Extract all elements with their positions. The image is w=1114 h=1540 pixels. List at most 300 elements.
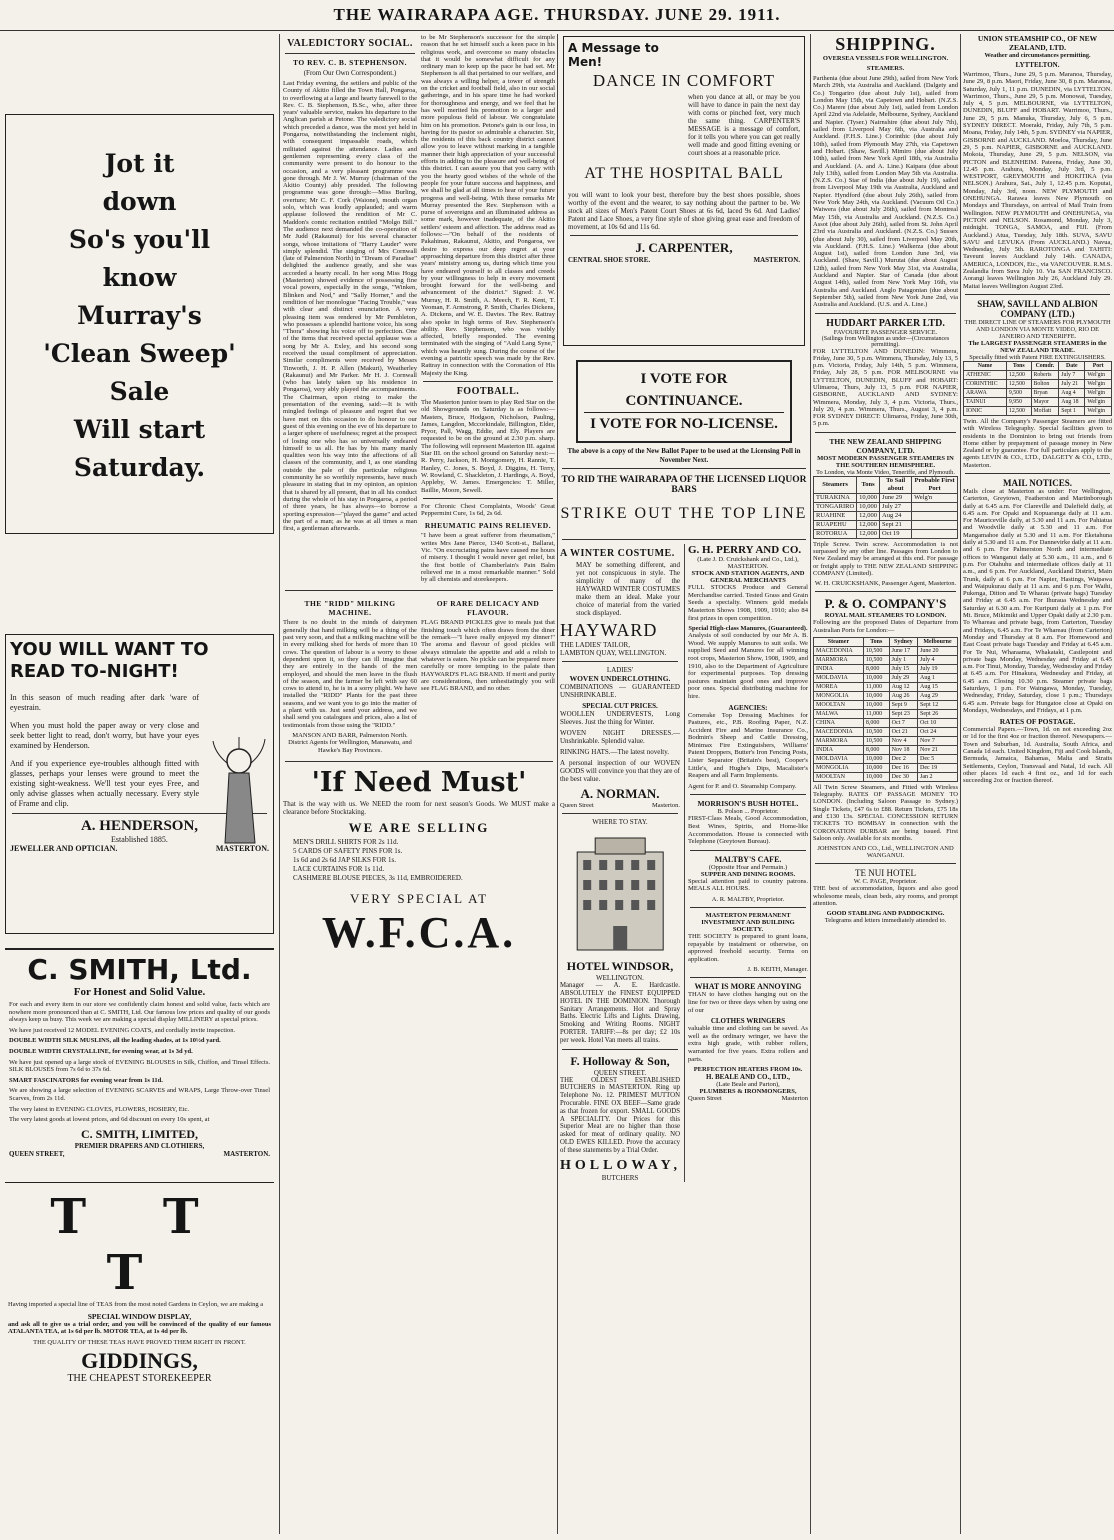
- maltby-body: Special attention paid to country patrons. MEALS ALL HOURS.: [688, 877, 808, 893]
- football-heading: FOOTBALL.: [456, 385, 520, 397]
- rinking-hats: RINKING HATS.—The latest novelty.: [560, 748, 670, 757]
- table-cell: Wel'gtn: [1085, 397, 1112, 406]
- table-cell: July 29: [889, 673, 917, 682]
- rare-heading: OF RARE DELICACY AND FLAVOUR.: [436, 599, 540, 618]
- woollen: WOOLLEN UNDERVESTS, Long Sleeves. Just the thing for Winter.: [560, 710, 680, 727]
- nz-shipping-body: Triple Screw. Twin screw. Accommodation is not surpassed by any other line. Passages from London to New Zealand may be arranged at this end. For passage or freight apply to THE NEW ZEALAND SHIPPING COMPANY (Limited).: [813, 540, 958, 577]
- murrays-line: So's you'll: [68, 225, 211, 254]
- table-cell: MOLDAVIA: [814, 754, 864, 763]
- tenui-telegrams: Telegrams and letters immediately attended to.: [824, 917, 947, 925]
- shaw-name: SHAW, SAVILL AND ALBION COMPANY (LTD.): [977, 298, 1098, 319]
- winter-heading: A WINTER COSTUME.: [560, 548, 675, 560]
- table-cell: 10,000: [863, 772, 889, 781]
- table-cell: Dec 2: [889, 754, 917, 763]
- smith-paragraph: We have just opened up a large stock of EVENING BLOUSES in Silk, Chiffon, and Tinsel Effects. SILK BLOUSES from 7s 6d to 37s 6d.: [9, 1058, 270, 1074]
- building-society-body: THE SOCIETY is prepared to grant loans, repayable by instalment or otherwise, on approved freehold security. Terms on application.: [688, 933, 808, 963]
- need-must-title: 'If Need Must': [311, 766, 527, 798]
- steamers-heading: STEAMERS.: [866, 65, 905, 72]
- table-cell: MARMORA: [814, 736, 864, 745]
- table-cell: 10,000: [857, 493, 880, 502]
- smith-paragraph: SMART FASCINATORS for evening wear from 1s 11d.: [9, 1076, 163, 1084]
- table-row: [814, 511, 958, 520]
- table-cell: 9,500: [1006, 388, 1031, 397]
- table-cell: Wel'gtn: [1085, 379, 1112, 388]
- table-row: [814, 655, 958, 664]
- mail-heading: MAIL NOTICES.: [1002, 477, 1073, 488]
- table-row: [814, 709, 958, 718]
- table-cell: Jan 2: [918, 772, 958, 781]
- table-cell: 12,000: [857, 520, 880, 529]
- underclothing-heading: WOVEN UNDERCLOTHING.: [569, 674, 671, 684]
- smith-street: QUEEN STREET,: [9, 1149, 65, 1158]
- table-cell: 12,500: [1006, 370, 1031, 379]
- table-cell: 10,500: [863, 727, 889, 736]
- table-cell: 8,000: [863, 664, 889, 673]
- table-row: [814, 520, 958, 529]
- column-3: [560, 34, 808, 1534]
- table-cell: MARMORA: [814, 655, 864, 664]
- table-cell: July 1: [889, 655, 917, 664]
- valedictory-body: Last Friday evening, the settlers and public of the County of Akitio filled the Town Hall, Pongaroa, to overflowing at a large and hearty farewell to the Rev. C. B. Stephenson, B.Sc., who, after three years' valuable service, makes his departure to the Anglican parish at Petone. The valedictory social which preceded a dance, was the most yet held in Pongaroa, notwithstanding the inclement night, with consequent impassable roads, which militated against the attendance. Ladies and gentlemen representing every class of the community were present to do honour to the occasion, and a very pleasant programme was gone through. Mr J. W. Murray (chairman of the Akitio County) ably presided. The following programme was gone through:—Miss Burling, overture; Mr C. F. Cork (Waione), mouth organ solo, which was loudly applauded; and warm applause followed the rendition of Mr C. Maddon's comic recitation entitled "Molgo Bill." The audience next demanded the co-operation of Mr Judd (Rakaunui) for his several character songs, whose imitations of "Harry Lauder" were simply splendid. The singing of Mrs Cornwall (late of Palmerston North) in "Dream of Paradise" delighted the audience greatly, and she was accorded a hearty recall. In her song Miss Hogg (Masterton) showed evidence of possessing fine vocal powers, especially in the songs, "Winken, Blinken and Nod," and "Sally Horner," and the rendition of her monologue "Facing Trouble," was with clear and distinct enunciation. A very pleasing item was rendered by Mr Pembleton, who possesses a splendid baritone voice, his song "Thora" showing his voice off to perfection. One of the items that received special applause was a song by Mr A. Exley, and his second song received the usual compliment of appreciation. Similar compliments were received by Messrs Tinworth, J. H. P. Allen (Makuri), Weatherley (Rakaunui) and Mr Parker. Mr H. J. Cornwall (who has lately taken up his residence in Pongaroa), very ably played the accompaniments. The Chairman, upon rising to make the presentation of the evening, said:—It is with mingled feelings of pleasure and regret that we have met on this occasion to do honour to our guest of this evening on the eve of his departure to a larger sphere of usefulness; regret at the prospect of losing one who has so universally endeared himself to us all. He has by his many manly qualities won his way into the affections of all classes of the community, and I, as one standing outside the pale of the particular religious community he so worthily represents, have much pleasure in stating that in my opinion, an opinion that is shared by all present, that in all his conduct during the whole of his stay in Pongaroa, a period of three years, he has always—to borrow a sporting expression—"played the game" and acted the part of a man; as he was at all times a man first, a gentleman afterwards.: [283, 80, 417, 533]
- table-cell: ARAWA: [964, 388, 1007, 397]
- table-cell: Dec 30: [889, 772, 917, 781]
- table-cell: Aug 1: [918, 673, 958, 682]
- table-cell: 10,500: [863, 655, 889, 664]
- vote-no-license: I VOTE FOR NO-LICENSE.: [590, 416, 778, 432]
- selling-heading: WE ARE SELLING: [348, 819, 490, 835]
- norman-street: Queen Street: [560, 802, 594, 810]
- po-intro: Following are the proposed Dates of Departure from Australian Ports for London:—: [813, 619, 958, 634]
- table-cell: Aug 12: [889, 682, 917, 691]
- table-cell: June 20: [918, 646, 958, 655]
- giddings-name: GIDDINGS,: [81, 1348, 198, 1373]
- table-row: [814, 529, 958, 538]
- hospital-body: you will want to look your best, therefore buy the best shoes possible, shoes worthy of the event and the wearer, to say nothing about the partner to be. We stock all sizes of Men's Patent Court Shoes at 6s 6d, laced 9s 6d. And Ladies' Patent and Lace Shoes, a very fine style of shoe giving great ease and freedom of movement, at 10s 6d and 11s 6d.: [568, 191, 800, 231]
- morrison-proprietor: B. Polson ... Proprietor.: [717, 808, 779, 816]
- beale-trade: PLUMBERS & IRONMONGERS,: [699, 1088, 797, 1096]
- need-must-body: That is the way with us. We NEED the room for next season's Goods. We MUST make a clearance before Stocktaking.: [283, 799, 555, 816]
- table-cell: Aug 29: [918, 691, 958, 700]
- dance-heading: DANCE IN COMFORT: [592, 71, 776, 90]
- table-cell: Sept 1: [1059, 406, 1085, 415]
- smith-paragraph: DOUBLE WIDTH SILK MUSLINS, all the leading shades, at 1s 10½d yard.: [9, 1037, 221, 1045]
- perry-town: MASTERTON.: [727, 563, 769, 571]
- shipping-body: Parthenia (due about June 29th), sailed from New York March 29th, via Australia and Auckland. (Dalgety and Co.) Tongariro (due about July 1st), sailed from London May 15th, via Capetown and Hobart. (N.Z.S. Co.) Marere (due about July 1st), sailed from London April 22nd via Adelaide, Melbourne, Sydney, Auckland and Napier. (Tyser.) Nairnshire (due about July 7th), sailed from Liverpool May 6th, via Australia and Auckland. (F.H.S. Line.) Corinthic (due about July 10th), sailed from Plymouth May 27th, via Capetown and Hobart. (Shaw, Savill.) Mimiro (due about July 10th), sailed from New York April 18th, via Australia and Auckland. (A. and A. Line.) Kaipara (due about July 13th), sailed from London May 5th via Australia. (N.Z.S. Co.) Star of India (due about July 19), sailed from Liverpool May 19th via Australia, Auckland and Napier. Hyndford (due about July 26th), sailed from New York May 24th, via Auckland. (Vacuum Oil Co.) Waiwera (due about July 26th), sailed from Montreal May 15th, via Australia and Auckland. (N.Z.S. Co.) Assot (due about July 26th), sailed from St. John April 23rd via Australia and Auckland. (N.Z.S. Co.) Sussex (due about July 30), sailed from Liverpool May 20th, via Auckland. (F.H.S. Line.) Walkerza (due about August 1st), sailed from London June 3rd, via Auckland. (Shaw, Savill.) Murutai (due about August 12th), sailed from New York May 31st, via Australia, Auckland and Napier. Star of Canada (due about August 14th), sailed from New York May 16th, via Australia and Auckland. Anglo Patagonian (due about September 5th), sailed from New York June 2nd, via Australia and Auckland. (U.S. and A. Line.): [813, 75, 958, 309]
- holloway-trade: BUTCHERS: [601, 1173, 639, 1182]
- selling-line: CASHMERE BLOUSE PIECES, 3s 11d, EMBROIDERED.: [293, 873, 463, 882]
- building-society-signature: J. B. KEITH, Manager.: [747, 966, 808, 974]
- hotel-windsor-illustration: [565, 830, 675, 955]
- holloway-big: HOLLOWAY,: [560, 1157, 681, 1173]
- murrays-line: Sale: [109, 377, 170, 406]
- table-cell: Roberts: [1031, 370, 1059, 379]
- table-cell: July 19: [918, 664, 958, 673]
- table-cell: Bolton: [1031, 379, 1059, 388]
- union-subtitle: Weather and circumstances permitting.: [984, 52, 1091, 59]
- beale-name: H. BEALE AND CO., LTD.,: [706, 1073, 790, 1082]
- table-cell: RUAPEHU: [814, 520, 857, 529]
- wringers-body: valuable time and clothing can be saved. As well as the ordinary wringer, we have the extra high grade, with rubber rollers, warranted for five years. Extra rollers and parts.: [688, 1025, 808, 1063]
- table-cell: 10,000: [863, 673, 889, 682]
- valedictory-heading: VALEDICTORY SOCIAL.: [287, 38, 413, 49]
- selling-line: LACE CURTAINS FOR 1s 11d.: [293, 864, 385, 873]
- table-cell: 9,950: [1006, 397, 1031, 406]
- selling-line: 5 CARDS OF SAFETY PINS FOR 1s.: [293, 846, 403, 855]
- murrays-line: know: [102, 263, 177, 292]
- table-cell: July 27: [880, 502, 912, 511]
- table-cell: [912, 529, 958, 538]
- stay-heading: WHERE TO STAY.: [592, 818, 648, 827]
- tea-paragraph: THE QUALITY OF THESE TEAS HAVE PROVED THEM RIGHT IN FRONT.: [33, 1338, 246, 1346]
- table-header: Date: [1059, 361, 1085, 370]
- table-header: Comdr.: [1031, 361, 1059, 370]
- hayward-address: LAMBTON QUAY, WELLINGTON.: [560, 649, 667, 658]
- table-row: [964, 379, 1112, 388]
- table-cell: Sept 21: [880, 520, 912, 529]
- table-cell: Aug 18: [1059, 397, 1085, 406]
- very-special: VERY SPECIAL AT: [349, 890, 489, 906]
- table-cell: Oct 24: [918, 727, 958, 736]
- masthead: THE WAIRARAPA AGE. THURSDAY. JUNE 29. 1911.: [0, 0, 1114, 31]
- hayward-name: HAYWARD: [560, 620, 658, 641]
- henderson-town: MASTERTON.: [215, 844, 269, 853]
- carpenter-advert: [563, 36, 805, 346]
- table-cell: 8,000: [863, 718, 889, 727]
- combinations: COMBINATIONS — GUARANTEED UNSHRINKABLE.: [560, 683, 680, 700]
- murrays-advert: [5, 114, 274, 534]
- table-cell: Sept 12: [918, 700, 958, 709]
- smith-paragraph: The very latest in EVENING CLOVES, FLOWERS, HOSIERY, Etc.: [9, 1105, 190, 1113]
- tenui-proprietor: W. C. PAGE, Proprietor.: [853, 878, 918, 886]
- table-cell: 10,000: [857, 502, 880, 511]
- annoying-body: THAN to have clothes hanging out on the line for two or three days when by using one of our: [688, 991, 808, 1014]
- table-cell: Aug 26: [889, 691, 917, 700]
- strike-heading: STRIKE OUT THE TOP LINE: [560, 505, 808, 523]
- table-cell: Oct 7: [889, 718, 917, 727]
- table-cell: June 29: [880, 493, 912, 502]
- beale-subtitle: (Late Beale and Parton),: [716, 1081, 780, 1089]
- ridd-heading: THE "RIDD" MILKING MACHINE.: [304, 599, 396, 618]
- table-row: [814, 502, 958, 511]
- table-cell: Sept 23: [889, 709, 917, 718]
- wfca-title: W.F.C.A.: [321, 907, 517, 957]
- tenui-body: THE best of accommodation, liquors and also good wholesome meals, clean beds, airy rooms, and prompt attention.: [813, 885, 958, 907]
- table-cell: CORINTHIC: [964, 379, 1007, 388]
- norman-town: Masterton.: [652, 802, 680, 810]
- rates-heading: RATES OF POSTAGE.: [999, 717, 1076, 727]
- table-cell: 12,000: [857, 511, 880, 520]
- table-cell: Nov 18: [889, 745, 917, 754]
- po-signature: JOHNSTON AND CO., Ltd., WELLINGTON AND WANGANUI.: [817, 845, 954, 860]
- table-cell: Sept 9: [889, 700, 917, 709]
- huddart-subtitle: FAVOURITE PASSENGER SERVICE.: [833, 328, 938, 336]
- table-header: Tons: [1006, 361, 1031, 370]
- table-cell: July 7: [1059, 370, 1085, 379]
- murrays-line: 'Clean Sweep': [43, 339, 236, 368]
- maltby-proprietor: A. R. MALTBY, Proprietor.: [711, 896, 785, 903]
- column-rule: [960, 34, 961, 1534]
- morrison-body: FIRST-Class Meals, Good Accommodation, Best Wines, Spirits, and Home-like Accommodation. House is connected with Telephone (Greytown Bureau).: [688, 815, 808, 846]
- table-cell: INDIA: [814, 745, 864, 754]
- smith-advert: [5, 948, 274, 1183]
- table-cell: Aug 15: [918, 682, 958, 691]
- table-cell: [912, 511, 958, 520]
- table-cell: Wel'gtn: [1085, 370, 1112, 379]
- table-cell: CHINA: [814, 718, 864, 727]
- table-cell: MOLDAVIA: [814, 673, 864, 682]
- table-cell: Nov 7: [918, 736, 958, 745]
- table-header: Steamer: [814, 637, 864, 646]
- table-cell: [912, 520, 958, 529]
- table-cell: MOOLTAN: [814, 772, 864, 781]
- table-cell: MOOLTAN: [814, 700, 864, 709]
- beale-street: Queen Street: [688, 1095, 722, 1103]
- table-row: [814, 493, 958, 502]
- nz-shipping-subtitle: MOST MODERN PASSENGER STEAMERS IN THE SOUTHERN HEMISPHERE.: [817, 454, 954, 469]
- column-rule: [810, 34, 811, 1534]
- selling-line: MEN'S DRILL SHIRTS FOR 2s 11d.: [293, 837, 399, 846]
- tenui-stabling: GOOD STABLING AND PADDOCKING.: [826, 910, 945, 918]
- valedictory-body-continued: to be Mr Stephenson's successor for the simple reason that he set himself such a keen pace in his religious work, and overcome so many obstacles that it would be somewhat difficult for any ordinary man to keep up the pace he had set. Mr Stephenson is all that pertained to our welfare, and was always a willing helper, a tower of strength on the cricket and football field, also in our social gatherings, and in his spare time he had worked for thoroughness and energy, and we feel that he has well merited his promotion to a larger and more populous field of labour. We congratulate him on his promotion. Petone's gain is our loss, in having for its pastor so admirable a character. Sir, the residents of this back country district cannot allow you to leave without marking in a tangible manner their high appreciation of your successful efforts in adding to the pleasure and well-being of this district. I can assure you that you carry with you the hearty good wishes of the whole of the people for your future success and happiness, and we shall be glad at all times to hear of your future progress and well-being. With these remarks Mr Murray presented the Rev. Stephenson with a purse of sovereigns and an illuminated address as some mark, however inadequate, of the Akitio settlers' esteem and affection. The address read as follows:—"On behalf of the residents of Pakahinau, Rakaunui, Akitio, and Pongaroa, we desire to express our deep regret at your approaching departure from this district after three years' ministry among us, during which time you have endeared yourself to all classes and creeds by your willingness to help in every movement brought forward for the well-being and advancement of the district." Signed: J. W. Murray, H. R. Smith, A. Meech, F. R. Kent, T. Yeoman, F. Armstrong, P. Smith, Charles Dickens, A. Dickens, and W. E. Davies. The Rev. Rattray also spoke in high terms of Rev. Stephenson's ability. Rev. Stephenson, who was visibly affected, briefly responded. The evening terminated with the singing of "Auld Lang Syne," which was heartily sung. During the course of the evening a patriotic speech was made by the Rev. Rattray in connection with the Coronation of His Majesty the King.: [421, 34, 555, 377]
- rates-body: Commercial Papers.—Town, 1d. on not exceeding 2oz or 1d for the first 4oz or fraction thereof. Newspapers.—Town and Suburban, 1d. Australia, South Africa, and Canada 1d each. United Kingdom, Fiji and Cook Islands, Bermuda, Jamaica, Bahamas, Malta and Straits Settlements, Ceylon, Transvaal and Natal, 1d each. All other places 1d each 4 first oz., and 1d for each succeeding 2oz or fraction thereof.: [963, 726, 1112, 785]
- table-cell: Oct 19: [880, 529, 912, 538]
- table-header: Probable First Port: [912, 476, 958, 493]
- huddart-note: (Sailings from Wellington as under—(Circumstances permitting).: [821, 335, 950, 348]
- henderson-paragraph: And if you experience eye-troubles although fitted with glasses, perhaps your lenses were ground to meet the existing sight-weakness. We'll test your eyes Free, and only advise glasses when actually necessary. Every style of Frame and clip.: [10, 759, 199, 808]
- tea-paragraph: and ask all to give us a trial order, and you will be convinced of the quality of our famous ATALANTA TEA, at 1s 6d per lb. MOTOR TEA, at 1s 4d per lb.: [8, 1320, 271, 1335]
- rheumatic-heading: RHEUMATIC PAINS RELIEVED.: [424, 521, 552, 531]
- table-cell: Dec 19: [918, 763, 958, 772]
- giddings-subtitle: THE CHEAPEST STOREKEEPER: [67, 1373, 212, 1384]
- murrays-line: Murray's: [77, 301, 202, 330]
- overseas-heading: OVERSEA VESSELS FOR WELLINGTON.: [822, 55, 949, 62]
- column-5: [963, 34, 1112, 1534]
- table-cell: 10,000: [863, 754, 889, 763]
- cut-prices: SPECIAL CUT PRICES.: [582, 702, 658, 711]
- holloway-street: QUEEN STREET.: [593, 1068, 647, 1077]
- huddart-name: HUDDART PARKER LTD.: [826, 317, 945, 329]
- smith-name: C. SMITH, LIMITED,: [80, 1126, 199, 1141]
- rare-body: FLAG BRAND PICKLES give to meals just that finishing touch which often draws from the diner the remark—"I have really enjoyed my dinner!" The aroma and flavour of good pickles will always stimulate the appetite and add a relish to whatever is eaten. No pickle can be prepared more carefully or more tempting to the palate than HAYWARD'S FLAG BRAND. If merit and purity are considerations, then unhesitatingly you will see FLAG BRAND, and no other.: [421, 619, 555, 693]
- hayward-subtitle: THE LADIES' TAILOR,: [560, 641, 630, 650]
- chronic-notice: For Chronic Chest Complaints, Woods' Great Peppermint Cure, 1s 6d, 2s 6d.: [421, 502, 555, 518]
- table-cell: 11,000: [863, 709, 889, 718]
- table-header: Melbourne: [918, 637, 958, 646]
- beale-town: Masterton: [781, 1095, 808, 1103]
- table-cell: Oct 10: [918, 718, 958, 727]
- table-cell: 12,000: [857, 529, 880, 538]
- holloway-body: THE OLDEST ESTABLISHED BUTCHERS in MASTERTON. Ring up Telephone No. 12. PRIMEST MUTTON Procurable. FINE OX BEEF—Same grade as that frozen for export. SMALL GOODS A SPECIALITY. Our Prices for this Superior Meat are no higher than those asked for meat of ordinary quality. NO OLD EWES KILLED. Prove the accuracy of these statements by a Trial Order.: [560, 1076, 680, 1154]
- table-row: [814, 673, 958, 682]
- agencies-heading: AGENCIES:: [728, 703, 768, 712]
- table-cell: Dec 16: [889, 763, 917, 772]
- table-cell: Bryan: [1031, 388, 1059, 397]
- shaw-body: Twin. All the Company's Passenger Steamers are fitted with Wireless Telegraphy. Special facilities given to residents in the Dominion to bring out friends from Home either by prepayment of passage money in New Zealand or by guarantee. For full particulars apply to the agents LEVIN & CO., LTD., DALGETY & CO., LTD., Masterton.: [963, 417, 1112, 469]
- perry-agent: Agent for P. and O. Steamship Company.: [688, 782, 797, 790]
- table-cell: Aug 24: [880, 511, 912, 520]
- table-cell: 10,500: [863, 646, 889, 655]
- giddings-advert: [2, 1187, 277, 1386]
- table-cell: [912, 502, 958, 511]
- morrison-name: MORRISON'S BUSH HOTEL.: [697, 799, 799, 809]
- table-cell: Aug 4: [1059, 388, 1085, 397]
- shaw-table: [963, 361, 1112, 416]
- ttt-letters: T T T: [50, 1189, 229, 1301]
- table-cell: MOREA: [814, 682, 864, 691]
- valedictory-subheading: TO REV. C. B. STEPHENSON.: [293, 58, 407, 67]
- table-cell: MONGOLIA: [814, 691, 864, 700]
- holloway-name: F. Holloway & Son,: [570, 1053, 670, 1068]
- windsor-town: WELLINGTON.: [596, 974, 644, 983]
- perry-manures: Special High-class Manures, (Guaranteed).: [688, 625, 808, 633]
- table-cell: July 21: [1059, 379, 1085, 388]
- table-cell: ATHENIC: [964, 370, 1007, 379]
- table-cell: IONIC: [964, 406, 1007, 415]
- table-row: [814, 646, 958, 655]
- henderson-paragraph: When you must hold the paper away or very close and seek better light to read, don't worry, but have your eyes examined by Henderson.: [10, 721, 199, 750]
- table-cell: June 17: [889, 646, 917, 655]
- shaw-subtitle: THE DIRECT LINE OF STEAMERS FOR PLYMOUTH AND LONDON VIA MONTE VIDEO, RIO DE JANEIRO AND TENERIFFE.: [964, 318, 1111, 340]
- ladies-label: LADIES': [606, 666, 634, 675]
- table-cell: MONGOLIA: [814, 763, 864, 772]
- huddart-body: FOR LYTTELTON AND DUNEDIN: Wimmera, Friday, June 30, 5 p.m. Wimmera, Thursday, July 13, 5 p.m. Victoria, Friday, July 14th, 5 p.m. Wimmera, Friday, July 28, 5 p.m. FOR MELBOURNE via LYTTELTON, DUNEDIN, BLUFF and HOBART: Ulimaroa, Thurs, July 13, 5 p.m. FOR NAPIER, GISBORNE, AUCKLAND AND SYDNEY: Wimmera, Monday, July 3, 4 p.m. Victoria, Thurs., July 20, 4 p.m. Wimmera, Thurs., August 3, 4 p.m. FOR SYDNEY DIRECT: Ulimaroa, Friday, June 30th, 5 p.m.: [813, 347, 958, 428]
- henderson-name: A. HENDERSON,: [80, 818, 199, 834]
- union-name: UNION STEAMSHIP CO., OF NEW ZEALAND, LTD.: [977, 34, 1098, 52]
- norman-body: A personal inspection of our WOVEN GOODS will convince you that they are of the best value.: [560, 759, 680, 784]
- column-2: [283, 34, 555, 1534]
- table-cell: July 15: [889, 664, 917, 673]
- table-row: [964, 406, 1112, 415]
- reader-figure-icon: [205, 733, 269, 853]
- smith-subtitle: For Honest and Solid Value.: [73, 986, 206, 998]
- message-heading: A Message to Men!: [568, 41, 659, 69]
- table-row: [814, 745, 958, 754]
- carpenter-town: MASTERTON.: [753, 256, 800, 264]
- table-cell: July 4: [918, 655, 958, 664]
- table-cell: Nov 21: [918, 745, 958, 754]
- smith-paragraph: We have just received 12 MODEL EVENING COATS, and cordially invite inspection.: [9, 1026, 236, 1034]
- smith-title: C. SMITH, Ltd.: [27, 953, 252, 986]
- table-row: [814, 727, 958, 736]
- nz-shipping-name: THE NEW ZEALAND SHIPPING COMPANY, LTD.: [829, 436, 942, 455]
- murrays-line: Will start: [73, 415, 206, 444]
- henderson-paragraph: In this season of much reading after dark 'ware of eyestrain.: [10, 693, 199, 712]
- henderson-advert: [5, 634, 274, 934]
- night-dresses: WOVEN NIGHT DRESSES.—Unshrinkable. Splendid value.: [560, 729, 680, 746]
- norman-name: A. NORMAN.: [580, 786, 660, 802]
- table-row: [964, 370, 1112, 379]
- table-cell: MACEDONIA: [814, 646, 864, 655]
- henderson-trade: JEWELLER AND OPTICIAN.: [10, 844, 118, 853]
- ballot-note: The above is a copy of the New Ballot Paper to be used at the Licensing Poll in November Next.: [567, 447, 801, 464]
- table-cell: RUAHINE: [814, 511, 857, 520]
- table-header: Name: [964, 361, 1007, 370]
- table-row: [814, 682, 958, 691]
- mail-body: Mails close at Masterton as under: For Wellington, Carterton, Greytown, Featherston and Martinborough daily at 6.45 a.m. For Clareville and Dalefield daily, at 6.45 a.m. For Opaki and Kopuaranga daily at 11 a.m. For Mauriceville daily, at 5.30 and 11 a.m. For Pahiatua and Woodville daily at 5.30 and 11 a.m. For Mangamahoe daily at 5.30 and 11 a.m. For Eketahuna daily at 5.30 and 11 a.m. For Dannevirke daily at 11 a.m. and 6 p.m. For Palmerston North and intermediate offices to Wanganui daily at 5.30 a.m., 11 a.m., and 6 p.m. For Otahuhu and intermediate offices daily at 11 a.m., and 6 p.m. For Auckland, Auckland District, Main Trunk, daily at 6 p.m. For Napier, Hastings, Waipawa and Waipukurau daily at 11 a.m. and 6 p.m. For Waihi, Pukenga, Ditton and Te Wharau (private bags) Tuesday and Friday at 6.45 a.m. For Ihuraua Wednesday and Saturday at 6.30 a.m. For Kuripuni daily at 1 p.m. For Mt. Bruce, Mikimiki and Upper Opaki daily at 2.30 p.m. To Whareau and private bags, from Carterton, Tuesday and Fridays, 6.45 a.m. For Te Whareau (from Carterton) Monday and Thursday at 8 a.m. For Homewood and East Coast private bags Tuesday and Friday at 6.45 a.m. For Te Nui, Wharaama, Whakataki, Castlepoint and private bags Monday, Wednesday and Friday at 6.45 a.m. For Tinui, Monday, Tuesday, Wednesday and Friday at 6.45 a.m. For Hinakura, Wednesday and Friday, at 6.45 a.m. Closing 10.30 p.m. Steamer private bags Saturdays, 1 p.m. For Waingawa, Monday, Tuesday, Wednesday, Friday, Saturday, close 1 p.m.; Thursdays 6.45 a.m. Private bags for Hungatoe close at Opaki on Mondays, Wednesdays, and Fridays, at 1 p.m.: [963, 487, 1112, 714]
- windsor-body: Manager — A. E. Hardcastle. ABSOLUTELY the FINEST EQUIPPED HOTEL IN THE DOMINION. Thorough Sanitary Arrangements. Hot and Spray Baths. Electric Lifts and Lights. Drawing, Smoking and Writing Rooms. NIGHT PORTER. TARIFF:—8s per day; £2 10s per week. Hotel Van meets all trains.: [560, 982, 680, 1044]
- ridd-signature: MANSON AND BARR, Palmerston North. District Agents for Wellington, Manawatu, and Hawke's Bay Provinces.: [288, 731, 412, 754]
- table-row: [814, 736, 958, 745]
- shaw-fitted: Specially fitted with Patent FIRE EXTINGUISHERS.: [969, 353, 1106, 361]
- table-row: [814, 664, 958, 673]
- column-4: [813, 34, 958, 1534]
- table-cell: 10,000: [863, 763, 889, 772]
- vote-continuance: I VOTE FOR CONTINUANCE.: [584, 368, 784, 413]
- maltby-supper: SUPPER AND DINING ROOMS.: [700, 870, 796, 878]
- perry-body-2: Analysis of soil conducted by our Mr A. B. Wood. We supply Manures to suit soils. We supplied Seed and Manures for all winning root crops, Masterton Show, 1908, 1909, and 1910, also to the Department of Agriculture for experimental purposes. Top dressing pastures maintain good ones and improve poor ones. Special distributing machine for hire.: [688, 632, 808, 700]
- table-header: Steamers: [814, 476, 857, 493]
- table-cell: 10,000: [863, 691, 889, 700]
- table-row: [814, 691, 958, 700]
- table-row: [964, 397, 1112, 406]
- henderson-headline: YOU WILL WANT TO READ TO-NIGHT!: [10, 639, 209, 682]
- murrays-line: Saturday.: [73, 453, 206, 482]
- table-cell: 10,500: [863, 736, 889, 745]
- table-cell: Mayor: [1031, 397, 1059, 406]
- table-cell: Dec 5: [918, 754, 958, 763]
- table-header: Sydney: [889, 637, 917, 646]
- murrays-line: Jot it: [104, 149, 175, 178]
- maltby-name: MALTBY'S CAFE.: [714, 854, 782, 864]
- carpenter-name: J. CARPENTER,: [635, 240, 733, 255]
- table-cell: Oct 21: [889, 727, 917, 736]
- table-row: [814, 754, 958, 763]
- smith-paragraph: DOUBLE WIDTH CRYSTALLINE, for evening wear, at 1s 3d yd.: [9, 1047, 193, 1055]
- table-row: [814, 718, 958, 727]
- table-cell: 11,000: [863, 682, 889, 691]
- table-cell: TAINUI: [964, 397, 1007, 406]
- table-cell: Wel'gtn: [1085, 388, 1112, 397]
- ballot-box: [576, 360, 792, 443]
- nz-shipping-table: [813, 476, 958, 539]
- perry-trade: STOCK AND STATION AGENTS, AND GENERAL MERCHANTS: [691, 570, 805, 585]
- rheumatic-body: "I have been a great sufferer from rheumatism," writes Mrs Jane Pierce, 1340 Scott-st., Ballarat, Vic. "On excruciating pains have caused me hours of misery. I thought I would never get relief, but the first bottle of Chamberlain's Pain Balm relieved me in a most remarkable manner." Sold by all chemists and storekeepers.: [421, 532, 555, 584]
- table-cell: TONGARIRO: [814, 502, 857, 511]
- po-table: [813, 637, 958, 782]
- table-cell: 12,500: [1006, 379, 1031, 388]
- tea-paragraph: Having imported a special line of TEAS from the most noted Gardens in Ceylon, we are making a: [8, 1301, 264, 1308]
- smith-paragraph: We are showing a large selection of EVENING SCARVES and WRAPS, Large Throw-over Tinsel Scarves, from 2s 11d.: [9, 1087, 270, 1102]
- smith-paragraph: For each and every item in our store we confidently claim honest and solid value, facts which are nowhere more pronounced than at C. SMITH, Ltd. Our famous low prices and quality of our goods always keep us busy. This week we are making a special display MILLINERY at special prices.: [9, 1001, 270, 1024]
- windsor-name: HOTEL WINDSOR,: [566, 959, 674, 974]
- table-cell: 8,000: [863, 745, 889, 754]
- shaw-large: The LARGEST PASSENGER STEAMERS in the NEW ZEALAND TRADE.: [968, 339, 1107, 354]
- henderson-established: Established 1885.: [111, 835, 168, 844]
- hospital-heading: AT THE HOSPITAL BALL: [584, 165, 784, 182]
- perry-name: G. H. PERRY AND CO.: [688, 544, 802, 557]
- column-1: [2, 34, 277, 1534]
- table-cell: MACEDONIA: [814, 727, 864, 736]
- rid-heading: TO RID THE WAIRARAPA OF THE LICENSED LIQUOR BARS: [561, 475, 807, 496]
- smith-town: MASTERTON.: [223, 1149, 270, 1158]
- table-cell: TURAKINA: [814, 493, 857, 502]
- tenui-name: TE NUI HOTEL: [855, 868, 916, 879]
- table-header: Tons: [857, 476, 880, 493]
- valedictory-correspondent: (From Our Own Correspondent.): [303, 69, 397, 77]
- dance-body: when you dance at all, or may be you will have to dance in pain the next day with corns or pinched feet, very much the same thing. CARPENTER'S MESSAGE is a message of comfort, for it tells you where you can get really well made and good fitting evening or court shoes at a reasonable price.: [688, 93, 800, 157]
- table-cell: Moffatt: [1031, 406, 1059, 415]
- po-name: P. & O. COMPANY'S: [824, 596, 947, 612]
- heaters: PERFECTION HEATERS FROM 10s.: [693, 1066, 803, 1074]
- agencies-body: Cornerake Top Dressing Machines for Pastures, etc., P.B. Roofing Paper, N.Z. Accident Fire and Marine Insurance Co., Bodmin's Sheep and Cattle Dressing, Minimax Fire Extinguishers, Williams' Patent Droppers, Butter's Iron Fencing Posts, Lister Separator (Britain's best), Cooper's Little's, and Hughe's Dips, Macalister's Reapers and all Farm Implements.: [688, 711, 808, 780]
- column-rule: [557, 34, 558, 1534]
- table-cell: Welg'n: [912, 493, 958, 502]
- smith-trade: PREMIER DRAPERS AND CLOTHIERS,: [74, 1141, 205, 1150]
- perry-body: FULL STOCKS Produce and General Merchandise carried. Tested Grass and Grain Seeds a specialty. Winners gold medals Masterton Shows 1908, 1909, 1910; also 84 first prizes in open competition.: [688, 584, 808, 622]
- ridd-body: There is no doubt in the minds of dairymen generally that hand milking will be a thing of the past very soon, and that a milking machine will be in every milking shed for herds of more than 10 cows. The question of labour is a worry to those dependent upon it, so they can ill imagine that they are entirely in the hands of the men employed, and should the men leave in the flush of the season, and the farmer be left with say 60 cows to attend to, he is in a sorry plight. We have installed the "RIDD" Plants for the past three seasons, and we want you to go into the matter of a plant with us. Just send your address, and we shall send you catalogues and prices, also a list of testimonials from those using the "RIDD.": [283, 619, 417, 729]
- perry-subtitle: (Late J. D. Cruickshank and Co., Ltd.),: [697, 556, 799, 564]
- shipping-heading: SHIPPING.: [835, 34, 936, 54]
